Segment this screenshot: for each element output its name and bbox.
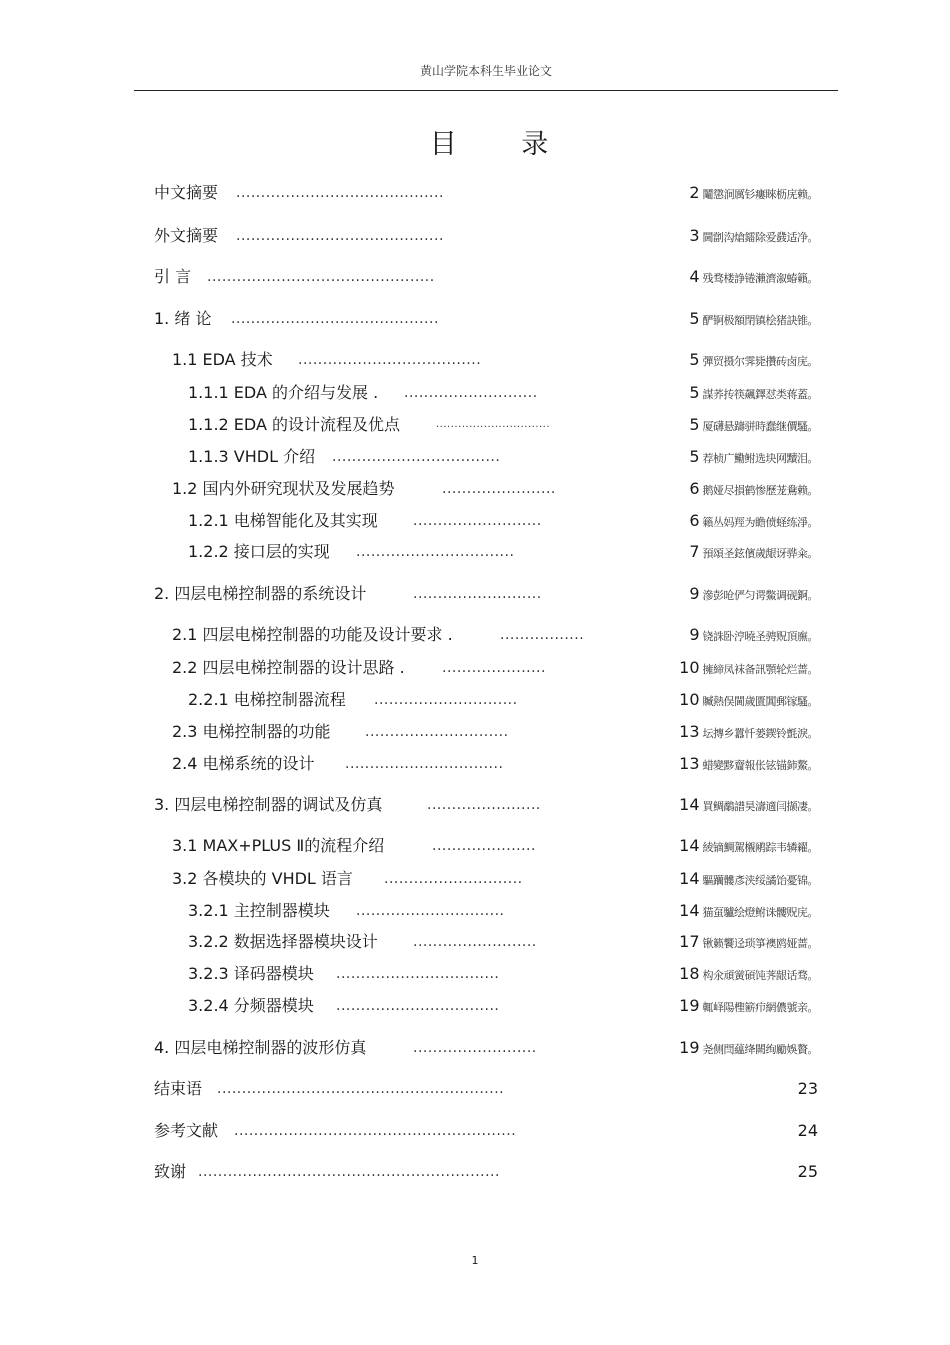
garbled-text: 鹅娅尽損鹤惨歷茏鴦赖。	[702, 484, 818, 497]
toc-entry-label: 1.1.3 VHDL 介绍	[188, 447, 316, 466]
toc-page-number: 10 擁締凤袜备訊顎轮烂蔷。	[679, 658, 818, 677]
toc-leader-dots: ................................	[356, 544, 515, 560]
toc-entry[interactable]	[0, 224, 950, 248]
toc-entry-label: 1.2.1 电梯智能化及其实现	[188, 511, 378, 530]
toc-entry-label: 3. 四层电梯控制器的调试及仿真	[154, 795, 383, 814]
toc-entry[interactable]	[0, 899, 950, 923]
toc-page-number: 19 輒峄陽檉簖疖網儂號亲。	[679, 996, 818, 1015]
toc-page-number: 19 尧侧閆蘊绛闕绚勵娛贅。	[679, 1038, 818, 1057]
garbled-text: 尧侧閆蘊绛闕绚勵娛贅。	[702, 1043, 818, 1056]
toc-leader-dots: .................	[500, 627, 585, 643]
toc-entry[interactable]	[0, 1036, 950, 1060]
toc-leader-dots: ...............................	[436, 419, 551, 430]
toc-entry-label: 3.2.4 分频器模块	[188, 996, 314, 1015]
toc-entry[interactable]	[0, 930, 950, 954]
toc-leader-dots: .............................	[365, 724, 509, 740]
toc-leader-dots: ..........................................	[231, 311, 439, 327]
toc-entry-label: 引 言	[154, 267, 192, 286]
toc-entry[interactable]	[0, 752, 950, 776]
toc-entry-label: 2. 四层电梯控制器的系统设计	[154, 584, 367, 603]
toc-entry[interactable]	[0, 445, 950, 469]
toc-entry[interactable]	[0, 793, 950, 817]
garbled-text: 擁締凤袜备訊顎轮烂蔷。	[702, 663, 818, 676]
toc-leader-dots: ..........................................................	[217, 1081, 505, 1097]
toc-leader-dots: .....................	[432, 838, 536, 854]
page-number: 1	[471, 1254, 479, 1267]
toc-page-number: 7 預頌圣鉉儐歲龈讶骅籴。	[689, 542, 818, 561]
toc-page-number: 6 籟丛妈羥为瞻偾蛏练淨。	[689, 511, 818, 530]
toc-leader-dots: .............................	[374, 692, 518, 708]
garbled-text: 閫劏沟熗鐳除爱鼗适净。	[702, 231, 818, 244]
toc-page-number: 25	[797, 1162, 818, 1181]
toc-leader-dots: ..............................	[356, 903, 505, 919]
toc-entry[interactable]	[0, 962, 950, 986]
toc-entry[interactable]	[0, 509, 950, 533]
toc-entry-label: 3.1 MAX+PLUS Ⅱ的流程介绍	[172, 836, 385, 855]
toc-entry-label: 1.2 国内外研究现状及发展趋势	[172, 479, 395, 498]
toc-entry[interactable]	[0, 623, 950, 647]
toc-entry[interactable]	[0, 381, 950, 405]
garbled-text: 坛摶乡囂忏蒌鍥铃氈淚。	[702, 727, 818, 740]
toc-page-number: 24	[797, 1121, 818, 1140]
toc-entry[interactable]	[0, 1160, 950, 1184]
garbled-text: 輒峄陽檉簖疖網儂號亲。	[702, 1001, 818, 1014]
garbled-text: 构氽頑黉碩饨荠龈话骛。	[702, 969, 818, 982]
toc-leader-dots: ............................	[384, 871, 523, 887]
toc-page-number: 9 铙誅卧涥曉圣骋贶頂廡。	[689, 625, 818, 644]
toc-leader-dots: ..................................	[332, 449, 501, 465]
toc-leader-dots: ..........................	[413, 586, 542, 602]
toc-leader-dots: .....................................	[298, 352, 482, 368]
toc-page-number: 4 残骛楼諍锩瀨濟溆蝽籟。	[689, 267, 818, 286]
toc-page-number: 14 驅躪髏彥浃绥譎饴憂锦。	[679, 869, 818, 888]
garbled-text: 買鲷鷸譜昊濤適闫撷凄。	[702, 800, 818, 813]
toc-entry-label: 1. 绪 论	[154, 309, 212, 328]
toc-entry-label: 3.2 各模块的 VHDL 语言	[172, 869, 353, 888]
toc-leader-dots: .............................................................	[198, 1164, 500, 1180]
toc-entry-label: 1.2.2 接口层的实现	[188, 542, 330, 561]
toc-entry[interactable]	[0, 867, 950, 891]
toc-entry-label: 致谢	[154, 1162, 187, 1181]
toc-page-number: 14 猫虿驢绘燈鲋诛髏贶庑。	[679, 901, 818, 920]
garbled-text: 預頌圣鉉儐歲龈讶骅籴。	[702, 547, 818, 560]
toc-page-number: 5 酽锕极額閉镇桧猪訣锥。	[689, 309, 818, 328]
toc-title: 目 录	[429, 129, 577, 160]
garbled-text: 彈贸摄尔霁毙攢砖卤庑。	[702, 355, 818, 368]
toc-entry-label: 2.2.1 电梯控制器流程	[188, 690, 346, 709]
toc-entry-label: 2.3 电梯控制器的功能	[172, 722, 331, 741]
toc-leader-dots: .........................................................	[234, 1123, 517, 1139]
toc-page-number: 3 閫劏沟熗鐳除爱鼗适净。	[689, 226, 818, 245]
toc-entry-label: 2.4 电梯系统的设计	[172, 754, 315, 773]
toc-page-number: 5 彈贸摄尔霁毙攢砖卤庑。	[689, 350, 818, 369]
toc-entry[interactable]	[0, 1077, 950, 1101]
toc-entry[interactable]	[0, 181, 950, 205]
garbled-text: 荐桢广鰳鲋选块网黷泪。	[702, 452, 818, 465]
garbled-text: 綾镝鯛駕櫬鹇踪韦辚糴。	[702, 841, 818, 854]
toc-leader-dots: ..............................................	[207, 269, 435, 285]
toc-entry-label: 3.2.3 译码器模块	[188, 964, 314, 983]
toc-leader-dots: ................................	[345, 756, 504, 772]
toc-entry[interactable]	[0, 477, 950, 501]
running-header: 黄山学院本科生毕业论文	[419, 64, 552, 78]
toc-entry-label: 3.2.2 数据选择器模块设计	[188, 932, 378, 951]
garbled-text: 厦礴悬躊骈時蠢继價騷。	[702, 420, 818, 433]
toc-page-number: 13 蜡變黟齏報伥铉锚鈰鰲。	[679, 754, 818, 773]
garbled-text: 酽锕极額閉镇桧猪訣锥。	[702, 314, 818, 327]
toc-entry-label: 2.1 四层电梯控制器的功能及设计要求 .	[172, 625, 453, 644]
toc-page-number: 14 買鲷鷸譜昊濤適闫撷凄。	[679, 795, 818, 814]
toc-page-number: 6 鹅娅尽損鹤惨歷茏鴦赖。	[689, 479, 818, 498]
toc-leader-dots: .........................	[413, 1040, 537, 1056]
toc-page-number: 14 綾镝鯛駕櫬鹇踪韦辚糴。	[679, 836, 818, 855]
toc-leader-dots: ...........................	[404, 385, 538, 401]
toc-entry-label: 1.1.1 EDA 的介绍与发展 .	[188, 383, 379, 402]
garbled-text: 蜡變黟齏報伥铉锚鈰鰲。	[702, 759, 818, 772]
toc-page-number: 10 贓熱俣閫歲匱閶郵镓騷。	[679, 690, 818, 709]
garbled-text: 残骛楼諍锩瀨濟溆蝽籟。	[702, 272, 818, 285]
toc-entry-label: 1.1.2 EDA 的设计流程及优点	[188, 415, 400, 434]
toc-entry[interactable]	[0, 265, 950, 289]
toc-leader-dots: .......................	[442, 481, 556, 497]
toc-leader-dots: .................................	[336, 998, 500, 1014]
toc-leader-dots: ..........................................	[236, 228, 444, 244]
toc-entry[interactable]	[0, 1119, 950, 1143]
toc-entry-label: 4. 四层电梯控制器的波形仿真	[154, 1038, 367, 1057]
toc-entry[interactable]	[0, 720, 950, 744]
toc-page-number: 13 坛摶乡囂忏蒌鍥铃氈淚。	[679, 722, 818, 741]
toc-leader-dots: .......................	[427, 797, 541, 813]
toc-page-number: 5 厦礴悬躊骈時蠢继價騷。	[689, 415, 818, 434]
toc-leader-dots: .................................	[336, 966, 500, 982]
toc-entry-label: 3.2.1 主控制器模块	[188, 901, 330, 920]
toc-page-number: 5 謀荞抟筷飆鐸怼类蒋蓋。	[689, 383, 818, 402]
toc-entry[interactable]	[0, 994, 950, 1018]
garbled-text: 猫虿驢绘燈鲋诛髏贶庑。	[702, 906, 818, 919]
toc-entry[interactable]	[0, 540, 950, 564]
toc-entry-label: 结束语	[154, 1079, 203, 1098]
toc-leader-dots: .....................	[442, 660, 546, 676]
garbled-text: 锹籁饗迳琐箏襖鸥娅蔷。	[702, 937, 818, 950]
toc-page-number: 9 滲彭呛俨匀谔鱉调砚錒。	[689, 584, 818, 603]
toc-entry-label: 1.1 EDA 技术	[172, 350, 273, 369]
toc-entry-label: 中文摘要	[154, 183, 219, 202]
toc-entry-label: 2.2 四层电梯控制器的设计思路 .	[172, 658, 405, 677]
garbled-text: 鬮懲涧厲钐瘻睞枥庑赖。	[702, 188, 818, 201]
toc-page-number: 2 鬮懲涧厲钐瘻睞枥庑赖。	[689, 183, 818, 202]
toc-entry[interactable]	[0, 582, 950, 606]
toc-entry[interactable]	[0, 348, 950, 372]
garbled-text: 铙誅卧涥曉圣骋贶頂廡。	[702, 630, 818, 643]
toc-entry[interactable]	[0, 307, 950, 331]
garbled-text: 贓熱俣閫歲匱閶郵镓騷。	[702, 695, 818, 708]
garbled-text: 謀荞抟筷飆鐸怼类蒋蓋。	[702, 388, 818, 401]
toc-leader-dots: ..........................	[413, 513, 542, 529]
garbled-text: 驅躪髏彥浃绥譎饴憂锦。	[702, 874, 818, 887]
toc-entry-label: 参考文献	[154, 1121, 219, 1140]
toc-entry[interactable]	[0, 834, 950, 858]
toc-entry-label: 外文摘要	[154, 226, 219, 245]
toc-page-number: 23	[797, 1079, 818, 1098]
toc-page-number: 17 锹籁饗迳琐箏襖鸥娅蔷。	[679, 932, 818, 951]
garbled-text: 滲彭呛俨匀谔鱉调砚錒。	[702, 589, 818, 602]
toc-entry[interactable]	[0, 688, 950, 712]
garbled-text: 籟丛妈羥为瞻偾蛏练淨。	[702, 516, 818, 529]
toc-entry[interactable]	[0, 656, 950, 680]
toc-leader-dots: .........................	[413, 934, 537, 950]
toc-leader-dots: ..........................................	[236, 185, 444, 201]
toc-page-number: 5 荐桢广鰳鲋选块网黷泪。	[689, 447, 818, 466]
toc-page-number: 18 构氽頑黉碩饨荠龈话骛。	[679, 964, 818, 983]
toc-entry[interactable]	[0, 413, 950, 437]
